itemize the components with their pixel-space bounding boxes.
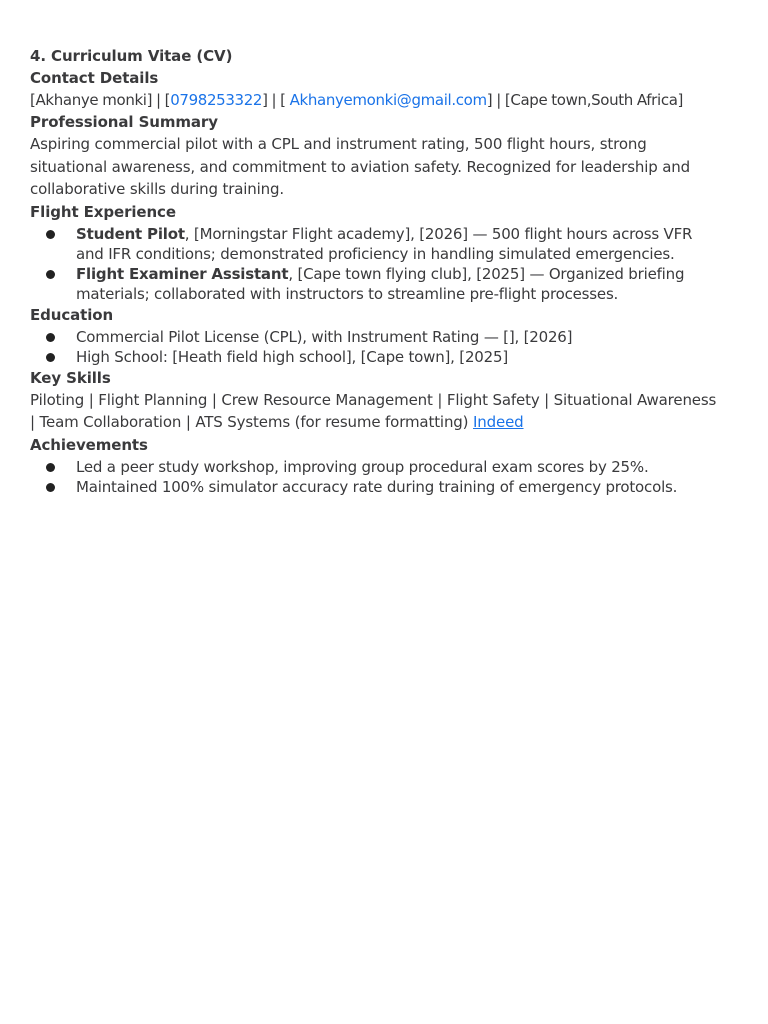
- experience-role: Student Pilot: [76, 224, 185, 243]
- achievement-item: Maintained 100% simulator accuracy rate during training of emergency protocols.: [76, 477, 678, 496]
- experience-detail: , [Morningstar Flight academy], [2026] — 500 flight hours across VFR: [184, 224, 693, 243]
- summary-line: Aspiring commercial pilot with a CPL and instrument rating, 500 flight hours, strong: [30, 135, 647, 153]
- list-item: [30, 477, 740, 497]
- cv-title: 4. Curriculum Vitae (CV): [30, 47, 233, 65]
- contact-heading: Contact Details: [30, 69, 159, 87]
- bullet-icon: [46, 483, 55, 492]
- skills-line: | Team Collaboration | ATS Systems (for resume formatting): [30, 413, 473, 431]
- experience-role: Flight Examiner Assistant: [76, 264, 289, 283]
- experience-heading: Flight Experience: [30, 202, 176, 221]
- cv-document: [30, 45, 740, 497]
- experience-detail: and IFR conditions; demonstrated proficiency in handling simulated emergencies.: [76, 244, 675, 263]
- skills-line: Piloting | Flight Planning | Crew Resource Management | Flight Safety | Situational Awareness: [30, 390, 717, 409]
- achievement-item: Led a peer study workshop, improving group procedural exam scores by 25%.: [76, 457, 649, 476]
- list-item: [30, 457, 740, 477]
- education-list: [30, 327, 740, 367]
- bullet-icon: [46, 353, 55, 362]
- summary-line: collaborative skills during training.: [30, 180, 285, 198]
- list-item: [30, 264, 740, 304]
- education-heading: Education: [30, 305, 114, 324]
- contact-separator: ] | [: [262, 91, 290, 109]
- bullet-icon: [46, 270, 55, 279]
- summary-heading: Professional Summary: [30, 113, 218, 131]
- list-item: [30, 347, 740, 367]
- achievements-list: [30, 457, 740, 497]
- bullet-icon: [46, 463, 55, 472]
- phone-link[interactable]: 0798253322: [170, 91, 263, 109]
- bullet-icon: [46, 333, 55, 342]
- education-item: High School: [Heath field high school], [Cape town], [2025]: [76, 347, 508, 366]
- summary-text: [30, 133, 740, 201]
- bullet-icon: [46, 230, 55, 239]
- achievements-heading: Achievements: [30, 435, 148, 454]
- contact-location: ] | [Cape town,South Africa]: [486, 91, 684, 109]
- summary-line: situational awareness, and commitment to aviation safety. Recognized for leadership and: [30, 157, 690, 176]
- email-link[interactable]: Akhanyemonki@gmail.com: [289, 91, 487, 109]
- experience-detail: , [Cape town flying club], [2025] — Organized briefing: [288, 264, 685, 283]
- skills-text: [30, 389, 740, 434]
- skills-heading: Key Skills: [30, 368, 111, 387]
- experience-detail: materials; collaborated with instructors to streamline pre-flight processes.: [76, 284, 619, 303]
- indeed-link[interactable]: Indeed: [473, 413, 524, 431]
- contact-line: [30, 89, 740, 111]
- list-item: [30, 224, 740, 264]
- education-item: Commercial Pilot License (CPL), with Instrument Rating — [], [2026]: [76, 327, 573, 346]
- list-item: [30, 327, 740, 347]
- contact-name: [Akhanye monki] | [: [30, 91, 171, 109]
- experience-list: [30, 224, 740, 304]
